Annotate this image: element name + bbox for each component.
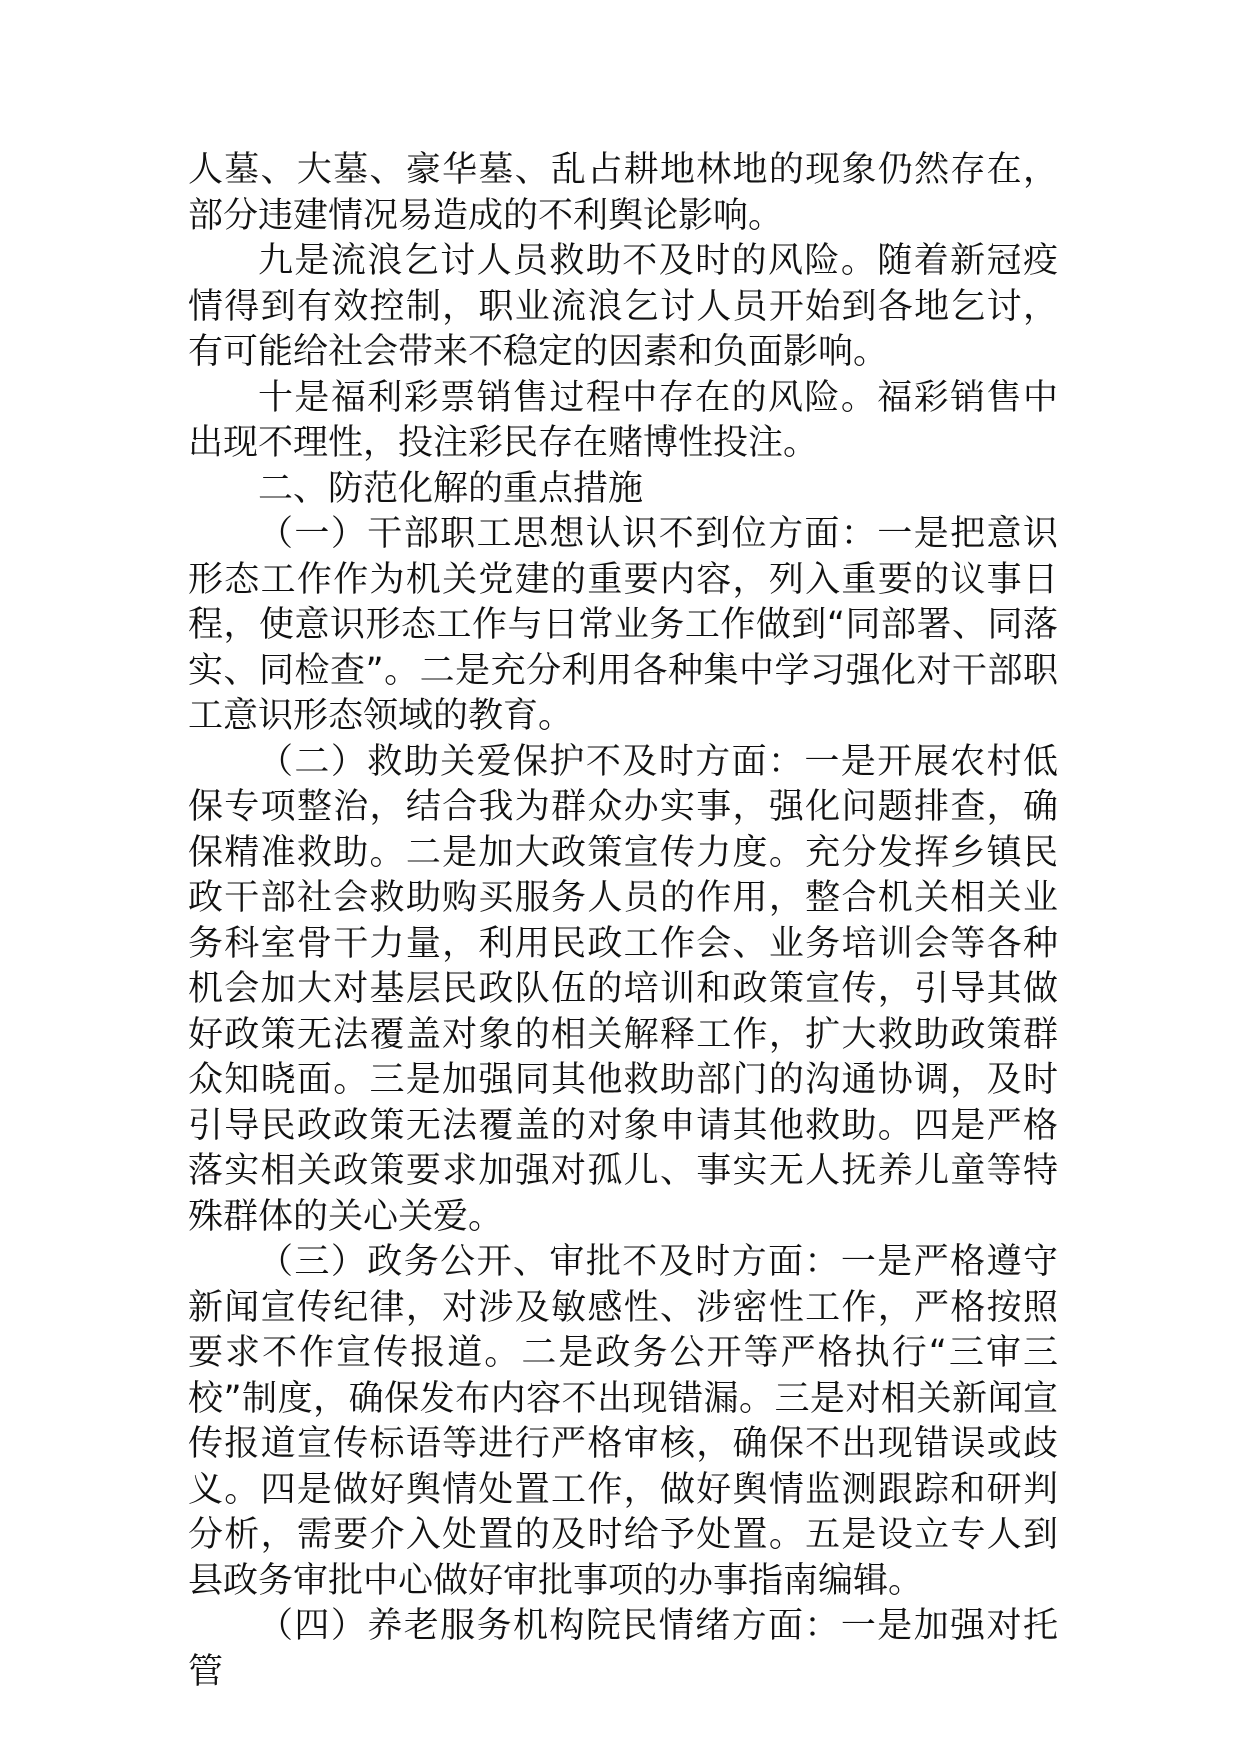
paragraph-measure-four: （四）养老服务机构院民情绪方面：一是加强对托管 [188,1606,1058,1692]
paragraph-measure-one: （一）干部职工思想认识不到位方面：一是把意识形态工作作为机关党建的重要内容，列入重要的议事日程，使意识形态工作与日常业务工作做到“同部署、同落实、同检查”。二是充分利用各种集中学习强化对干部职工意识形态领域的教育。 [188,514,1058,736]
paragraph-measure-three: （三）政务公开、审批不及时方面：一是严格遵守新闻宣传纪律，对涉及敏感性、涉密性工作，严格按照要求不作宣传报道。二是政务公开等严格执行“三审三校”制度，确保发布内容不出现错漏。三是对相关新闻宣传报道宣传标语等进行严格审核，确保不出现错误或歧义。四是做好舆情处置工作，做好舆情监测跟踪和研判分析，需要介入处置的及时给予处置。五是设立专人到县政务审批中心做好审批事项的办事指南编辑。 [188,1242,1058,1601]
paragraph-item-ten: 十是福利彩票销售过程中存在的风险。福彩销售中出现不理性，投注彩民存在赌博性投注。 [188,377,1058,463]
paragraph-continuation: 人墓、大墓、豪华墓、乱占耕地林地的现象仍然存在，部分违建情况易造成的不利舆论影响。 [188,150,1058,236]
document-body [188,148,1058,1695]
paragraph-measure-two: （二）救助关爱保护不及时方面：一是开展农村低保专项整治，结合我为群众办实事，强化问题排查，确保精准救助。二是加大政策宣传力度。充分发挥乡镇民政干部社会救助购买服务人员的作用，整合机关相关业务科室骨干力量，利用民政工作会、业务培训会等各种机会加大对基层民政队伍的培训和政策宣传，引导其做好政策无法覆盖对象的相关解释工作，扩大救助政策群众知晓面。三是加强同其他救助部门的沟通协调，及时引导民政政策无法覆盖的对象申请其他救助。四是严格落实相关政策要求加强对孤儿、事实无人抚养儿童等特殊群体的关心关爱。 [188,741,1058,1237]
section-heading: 二、防范化解的重点措施 [258,468,644,509]
paragraph-item-nine: 九是流浪乞讨人员救助不及时的风险。随着新冠疫情得到有效控制，职业流浪乞讨人员开始到各地乞讨，有可能给社会带来不稳定的因素和负面影响。 [188,241,1058,372]
